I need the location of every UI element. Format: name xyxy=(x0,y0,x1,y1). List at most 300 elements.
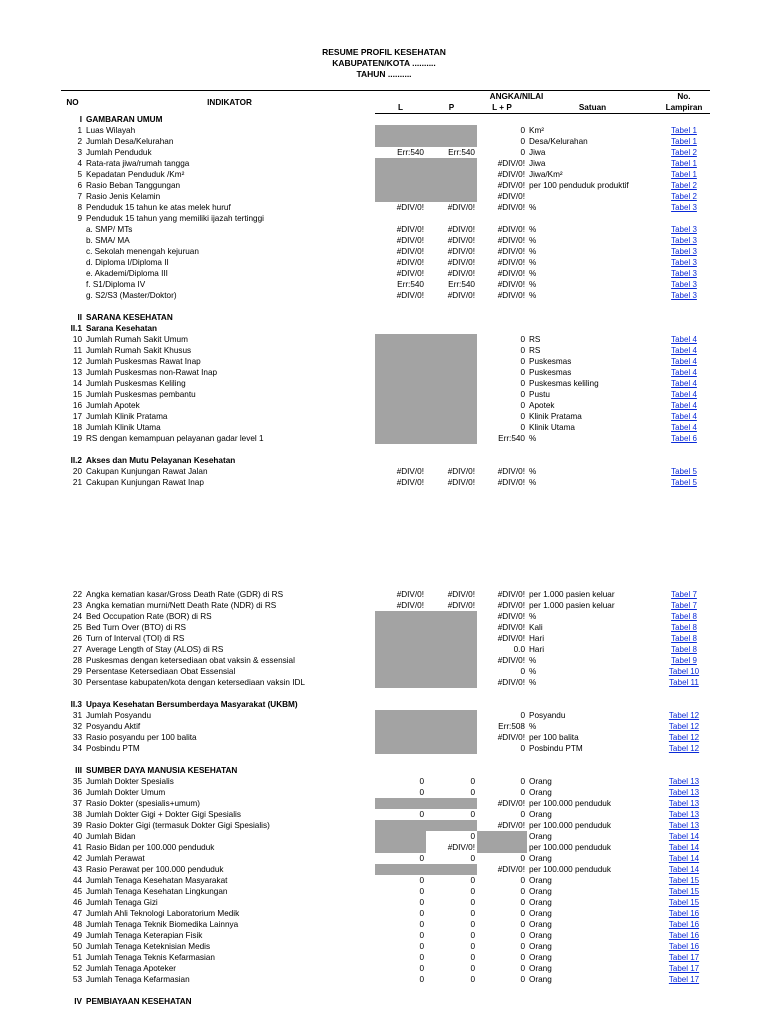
value-l: 0 xyxy=(419,777,424,786)
value-p xyxy=(426,356,477,367)
satuan: % xyxy=(529,236,537,245)
satuan: % xyxy=(529,247,537,256)
value-p xyxy=(426,732,477,743)
header-lp: L + P xyxy=(477,102,527,114)
lampiran-link[interactable]: Tabel 4 xyxy=(671,423,697,432)
lampiran-cell xyxy=(658,213,710,224)
value-p: #DIV/0! xyxy=(447,601,475,610)
indicator-row xyxy=(61,466,710,477)
empty-cell xyxy=(658,765,710,776)
lampiran-link[interactable]: Tabel 4 xyxy=(671,346,697,355)
lampiran-link[interactable]: Tabel 4 xyxy=(671,357,697,366)
satuan: Orang xyxy=(529,887,552,896)
section-row xyxy=(61,996,710,1007)
header-angka-nilai: ANGKA/NILAI xyxy=(375,91,658,103)
empty-cell xyxy=(658,688,710,699)
row-number: 10 xyxy=(72,335,82,344)
value-p: #DIV/0! xyxy=(447,291,475,300)
empty-cell xyxy=(477,985,527,996)
satuan: Orang xyxy=(529,953,552,962)
satuan: per 1.000 pasien keluar xyxy=(529,590,615,599)
lampiran-link[interactable]: Tabel 2 xyxy=(671,148,697,157)
lampiran-link[interactable]: Tabel 8 xyxy=(671,623,697,632)
document-subtitle-kabupaten: KABUPATEN/KOTA .......... xyxy=(332,58,436,68)
value-p xyxy=(426,433,477,444)
lampiran-cell xyxy=(658,202,710,213)
satuan: Jiwa/Km² xyxy=(529,170,563,179)
value-p: 0 xyxy=(470,832,475,841)
indicator-row xyxy=(61,125,710,136)
indicator-name: RS dengan kemampuan pelayanan gadar level 1 xyxy=(86,434,264,443)
lampiran-cell xyxy=(658,743,710,754)
row-number: 25 xyxy=(72,623,82,632)
lampiran-cell xyxy=(658,941,710,952)
value-p: #DIV/0! xyxy=(447,590,475,599)
empty-cell xyxy=(477,765,527,776)
value-l xyxy=(375,633,426,644)
lampiran-cell xyxy=(658,809,710,820)
value-lp: 0 xyxy=(520,368,525,377)
empty-cell xyxy=(426,312,477,323)
value-p: #DIV/0! xyxy=(447,467,475,476)
row-number: 49 xyxy=(72,931,82,940)
value-lp xyxy=(477,842,527,853)
satuan: % xyxy=(529,478,537,487)
value-l xyxy=(375,136,426,147)
lampiran-link[interactable]: Tabel 16 xyxy=(668,920,700,929)
empty-cell xyxy=(658,699,710,710)
empty-cell xyxy=(375,455,426,466)
indicator-name: Jumlah Dokter Gigi + Dokter Gigi Spesialis xyxy=(86,810,241,819)
indicator-row xyxy=(61,136,710,147)
row-number xyxy=(61,235,84,246)
value-l xyxy=(375,213,426,224)
row-number: 22 xyxy=(72,590,82,599)
value-lp: 0 xyxy=(520,909,525,918)
lampiran-link[interactable]: Tabel 12 xyxy=(668,733,700,742)
value-p xyxy=(426,422,477,433)
value-p: Err:540 xyxy=(448,280,475,289)
satuan: Klinik Pratama xyxy=(529,412,582,421)
value-lp: #DIV/0! xyxy=(497,159,525,168)
value-l xyxy=(375,644,426,655)
value-lp: 0 xyxy=(520,401,525,410)
value-l xyxy=(375,721,426,732)
value-l xyxy=(375,831,426,842)
satuan: Hari xyxy=(529,634,545,643)
lampiran-cell xyxy=(658,378,710,389)
indicator-row xyxy=(61,930,710,941)
value-p xyxy=(426,710,477,721)
lampiran-cell xyxy=(658,908,710,919)
indicator-row xyxy=(61,268,710,279)
lampiran-cell xyxy=(658,611,710,622)
row-number: 50 xyxy=(72,942,82,951)
indicator-row xyxy=(61,367,710,378)
lampiran-link[interactable]: Tabel 15 xyxy=(668,876,700,885)
lampiran-link[interactable]: Tabel 16 xyxy=(668,909,700,918)
lampiran-link[interactable]: Tabel 14 xyxy=(668,843,700,852)
indicator-name: Kepadatan Penduduk /Km² xyxy=(86,170,185,179)
value-p xyxy=(426,666,477,677)
lampiran-link[interactable]: Tabel 8 xyxy=(671,612,697,621)
value-p xyxy=(426,367,477,378)
value-lp: #DIV/0! xyxy=(497,612,525,621)
row-number: 33 xyxy=(72,733,82,742)
empty-cell xyxy=(375,114,426,126)
value-lp: 0 xyxy=(520,810,525,819)
indicator-name: Posyandu Aktif xyxy=(86,722,141,731)
satuan: Puskesmas xyxy=(529,357,572,366)
lampiran-link[interactable]: Tabel 3 xyxy=(671,291,697,300)
indicator-name: e. Akademi/Diploma III xyxy=(86,269,168,278)
lampiran-link[interactable]: Tabel 7 xyxy=(671,601,697,610)
value-lp: 0 xyxy=(520,920,525,929)
indicator-name: Rasio Jenis Kelamin xyxy=(86,192,161,201)
lampiran-link[interactable]: Tabel 5 xyxy=(671,478,697,487)
empty-cell xyxy=(375,301,426,312)
lampiran-link[interactable]: Tabel 3 xyxy=(671,236,697,245)
lampiran-link[interactable]: Tabel 4 xyxy=(671,335,697,344)
empty-cell xyxy=(477,114,527,126)
lampiran-link[interactable]: Tabel 15 xyxy=(668,887,700,896)
value-l xyxy=(375,677,426,688)
value-l: #DIV/0! xyxy=(396,236,424,245)
value-lp: 0 xyxy=(520,148,525,157)
indicator-row xyxy=(61,743,710,754)
indicator-name: Jumlah Puskesmas pembantu xyxy=(86,390,196,399)
satuan: Orang xyxy=(529,942,552,951)
lampiran-link[interactable]: Tabel 3 xyxy=(671,269,697,278)
lampiran-cell xyxy=(658,422,710,433)
lampiran-cell xyxy=(658,633,710,644)
row-number: 5 xyxy=(77,170,82,179)
value-p xyxy=(426,334,477,345)
satuan: Orang xyxy=(529,876,552,885)
lampiran-link[interactable]: Tabel 3 xyxy=(671,258,697,267)
value-p: 0 xyxy=(470,777,475,786)
lampiran-link[interactable]: Tabel 2 xyxy=(671,181,697,190)
value-l xyxy=(375,345,426,356)
document-subtitle-tahun: TAHUN .......... xyxy=(356,69,412,79)
indicator-name: Rasio Bidan per 100.000 penduduk xyxy=(86,843,215,852)
row-number: 3 xyxy=(77,148,82,157)
lampiran-link[interactable]: Tabel 12 xyxy=(668,744,700,753)
value-l: 0 xyxy=(419,898,424,907)
empty-cell xyxy=(477,444,527,455)
indicator-row xyxy=(61,477,710,488)
table-body-page-2 xyxy=(61,589,710,1007)
lampiran-link[interactable]: Tabel 14 xyxy=(668,832,700,841)
lampiran-cell xyxy=(658,930,710,941)
empty-cell xyxy=(477,312,527,323)
lampiran-cell xyxy=(658,831,710,842)
value-lp: #DIV/0! xyxy=(497,192,525,201)
value-lp: 0 xyxy=(520,346,525,355)
lampiran-link[interactable]: Tabel 9 xyxy=(671,656,697,665)
document-title: RESUME PROFIL KESEHATAN xyxy=(322,47,446,57)
indicator-row xyxy=(61,611,710,622)
lampiran-link[interactable]: Tabel 6 xyxy=(671,434,697,443)
value-lp: #DIV/0! xyxy=(497,203,525,212)
table-body-page-1 xyxy=(61,114,710,489)
empty-cell xyxy=(477,455,527,466)
satuan: Orang xyxy=(529,964,552,973)
lampiran-cell xyxy=(658,666,710,677)
value-l: Err:540 xyxy=(397,148,424,157)
lampiran-link[interactable]: Tabel 5 xyxy=(671,467,697,476)
indicator-name: Cakupan Kunjungan Rawat Jalan xyxy=(86,467,208,476)
lampiran-link[interactable]: Tabel 12 xyxy=(668,711,700,720)
satuan: % xyxy=(529,667,537,676)
value-lp: #DIV/0! xyxy=(497,269,525,278)
indicator-row xyxy=(61,169,710,180)
lampiran-link[interactable]: Tabel 1 xyxy=(671,126,697,135)
row-number: 7 xyxy=(77,192,82,201)
lampiran-link[interactable]: Tabel 3 xyxy=(671,280,697,289)
lampiran-link[interactable]: Tabel 16 xyxy=(668,931,700,940)
lampiran-link[interactable]: Tabel 13 xyxy=(668,821,700,830)
lampiran-link[interactable]: Tabel 1 xyxy=(671,170,697,179)
satuan: % xyxy=(529,258,537,267)
satuan: % xyxy=(529,280,537,289)
value-lp: #DIV/0! xyxy=(497,821,525,830)
indicator-name: Jumlah Tenaga Keteknisian Medis xyxy=(86,942,211,951)
indicator-row xyxy=(61,886,710,897)
value-lp: 0 xyxy=(520,126,525,135)
lampiran-cell xyxy=(658,600,710,611)
indicator-name: Jumlah Tenaga Teknis Kefarmasian xyxy=(86,953,215,962)
lampiran-link[interactable]: Tabel 4 xyxy=(671,390,697,399)
empty-cell xyxy=(375,312,426,323)
lampiran-link[interactable]: Tabel 3 xyxy=(671,225,697,234)
lampiran-link[interactable]: Tabel 16 xyxy=(668,942,700,951)
empty-cell xyxy=(658,323,710,334)
empty-cell xyxy=(375,688,426,699)
satuan: % xyxy=(529,269,537,278)
resume-table-page-2 xyxy=(61,589,710,1007)
satuan: Jiwa xyxy=(529,159,546,168)
lampiran-cell xyxy=(658,334,710,345)
value-lp: #DIV/0! xyxy=(497,181,525,190)
value-p xyxy=(426,180,477,191)
empty-cell xyxy=(658,985,710,996)
row-number: 19 xyxy=(72,434,82,443)
indicator-row xyxy=(61,589,710,600)
value-l: #DIV/0! xyxy=(396,590,424,599)
row-number: 38 xyxy=(72,810,82,819)
lampiran-link[interactable]: Tabel 15 xyxy=(668,898,700,907)
empty-cell xyxy=(375,996,426,1007)
value-l: #DIV/0! xyxy=(396,478,424,487)
lampiran-link[interactable]: Tabel 13 xyxy=(668,777,700,786)
lampiran-cell xyxy=(658,864,710,875)
value-l: #DIV/0! xyxy=(396,467,424,476)
lampiran-link[interactable]: Tabel 10 xyxy=(668,667,700,676)
section-number: II.1 xyxy=(70,324,82,333)
indicator-row xyxy=(61,180,710,191)
lampiran-link[interactable]: Tabel 14 xyxy=(668,865,700,874)
row-number: 12 xyxy=(72,357,82,366)
satuan xyxy=(527,213,658,224)
value-l xyxy=(375,169,426,180)
satuan: Orang xyxy=(529,909,552,918)
row-number: 18 xyxy=(72,423,82,432)
indicator-row xyxy=(61,974,710,985)
lampiran-link[interactable]: Tabel 4 xyxy=(671,412,697,421)
indicator-name: Jumlah Puskesmas Rawat Inap xyxy=(86,357,201,366)
value-p: 0 xyxy=(470,931,475,940)
lampiran-link[interactable]: Tabel 4 xyxy=(671,379,697,388)
lampiran-link[interactable]: Tabel 13 xyxy=(668,810,700,819)
value-lp: 0 xyxy=(520,887,525,896)
lampiran-link[interactable]: Tabel 14 xyxy=(668,854,700,863)
row-number: 16 xyxy=(72,401,82,410)
row-number: 46 xyxy=(72,898,82,907)
lampiran-cell xyxy=(658,158,710,169)
value-p: 0 xyxy=(470,788,475,797)
lampiran-link[interactable]: Tabel 4 xyxy=(671,401,697,410)
section-number: II.2 xyxy=(70,456,82,465)
lampiran-cell xyxy=(658,820,710,831)
lampiran-link[interactable]: Tabel 13 xyxy=(668,788,700,797)
value-lp: #DIV/0! xyxy=(497,291,525,300)
satuan: Apotek xyxy=(529,401,555,410)
value-lp: #DIV/0! xyxy=(497,170,525,179)
indicator-name: Rasio Dokter (spesialis+umum) xyxy=(86,799,200,808)
empty-cell xyxy=(527,301,658,312)
empty-cell xyxy=(477,754,527,765)
satuan: Orang xyxy=(529,810,552,819)
indicator-row xyxy=(61,875,710,886)
row-number: 4 xyxy=(77,159,82,168)
lampiran-link[interactable]: Tabel 8 xyxy=(671,645,697,654)
satuan: Orang xyxy=(529,832,552,841)
indicator-row xyxy=(61,897,710,908)
section-number: II xyxy=(77,313,82,322)
value-lp: 0.0 xyxy=(513,645,525,654)
satuan: per 100.000 penduduk xyxy=(529,799,611,808)
row-number: 34 xyxy=(72,744,82,753)
indicator-row xyxy=(61,191,710,202)
satuan: % xyxy=(529,225,537,234)
indicator-name: Jumlah Ahli Teknologi Laboratorium Medik xyxy=(86,909,240,918)
empty-cell xyxy=(658,996,710,1007)
row-number: 1 xyxy=(77,126,82,135)
empty-cell xyxy=(477,323,527,334)
indicator-name: Average Length of Stay (ALOS) di RS xyxy=(86,645,224,654)
satuan: % xyxy=(529,203,537,212)
indicator-row xyxy=(61,864,710,875)
lampiran-link[interactable]: Tabel 3 xyxy=(671,247,697,256)
empty-cell xyxy=(658,444,710,455)
value-p xyxy=(426,345,477,356)
indicator-name: Luas Wilayah xyxy=(86,126,136,135)
lampiran-link[interactable]: Tabel 7 xyxy=(671,590,697,599)
lampiran-cell xyxy=(658,290,710,301)
lampiran-link[interactable]: Tabel 1 xyxy=(671,159,697,168)
empty-cell xyxy=(658,312,710,323)
indicator-name: Jumlah Bidan xyxy=(86,832,136,841)
lampiran-link[interactable]: Tabel 17 xyxy=(668,953,700,962)
value-l xyxy=(375,864,426,875)
section-title: Akses dan Mutu Pelayanan Kesehatan xyxy=(86,456,236,465)
satuan: % xyxy=(529,291,537,300)
value-l: 0 xyxy=(419,909,424,918)
indicator-row xyxy=(61,224,710,235)
empty-cell xyxy=(527,699,658,710)
row-number: 23 xyxy=(72,601,82,610)
lampiran-cell xyxy=(658,655,710,666)
lampiran-link[interactable]: Tabel 17 xyxy=(668,964,700,973)
value-lp: 0 xyxy=(520,335,525,344)
empty-cell xyxy=(426,444,477,455)
value-lp: #DIV/0! xyxy=(497,280,525,289)
indicator-row xyxy=(61,666,710,677)
lampiran-link[interactable]: Tabel 2 xyxy=(671,192,697,201)
value-l: 0 xyxy=(419,876,424,885)
section-title: SUMBER DAYA MANUSIA KESEHATAN xyxy=(86,766,238,775)
value-lp: #DIV/0! xyxy=(497,247,525,256)
satuan: % xyxy=(529,467,537,476)
indicator-name: a. SMP/ MTs xyxy=(86,225,133,234)
empty-cell xyxy=(426,301,477,312)
value-p xyxy=(426,400,477,411)
lampiran-cell xyxy=(658,191,710,202)
lampiran-cell xyxy=(658,224,710,235)
lampiran-link[interactable]: Tabel 8 xyxy=(671,634,697,643)
satuan: Orang xyxy=(529,898,552,907)
lampiran-link[interactable]: Tabel 17 xyxy=(668,975,700,984)
value-lp: 0 xyxy=(520,898,525,907)
header-lampiran-no: No. xyxy=(658,91,710,103)
value-p xyxy=(426,125,477,136)
lampiran-link[interactable]: Tabel 12 xyxy=(668,722,700,731)
value-l: 0 xyxy=(419,854,424,863)
value-p: 0 xyxy=(470,942,475,951)
indicator-row xyxy=(61,622,710,633)
lampiran-link[interactable]: Tabel 4 xyxy=(671,368,697,377)
lampiran-link[interactable]: Tabel 13 xyxy=(668,799,700,808)
lampiran-link[interactable]: Tabel 1 xyxy=(671,137,697,146)
empty-cell xyxy=(477,301,527,312)
row-number: 20 xyxy=(72,467,82,476)
value-l xyxy=(375,411,426,422)
indicator-name: Rasio Perawat per 100.000 penduduk xyxy=(86,865,224,874)
lampiran-cell xyxy=(658,246,710,257)
row-number: 53 xyxy=(72,975,82,984)
value-l: Err:540 xyxy=(397,280,424,289)
value-lp: 0 xyxy=(520,975,525,984)
lampiran-cell xyxy=(658,875,710,886)
empty-cell xyxy=(477,688,527,699)
indicator-row xyxy=(61,400,710,411)
lampiran-cell xyxy=(658,345,710,356)
indicator-row xyxy=(61,853,710,864)
indicator-name: Penduduk 15 tahun ke atas melek huruf xyxy=(86,203,231,212)
header-l: L xyxy=(375,102,426,114)
value-lp: 0 xyxy=(520,357,525,366)
satuan: per 100 balita xyxy=(529,733,579,742)
lampiran-cell xyxy=(658,886,710,897)
indicator-row xyxy=(61,213,710,224)
lampiran-link[interactable]: Tabel 11 xyxy=(669,678,699,687)
value-l: 0 xyxy=(419,942,424,951)
lampiran-link[interactable]: Tabel 3 xyxy=(671,203,697,212)
indicator-row xyxy=(61,433,710,444)
value-lp: 0 xyxy=(520,788,525,797)
indicator-row xyxy=(61,820,710,831)
